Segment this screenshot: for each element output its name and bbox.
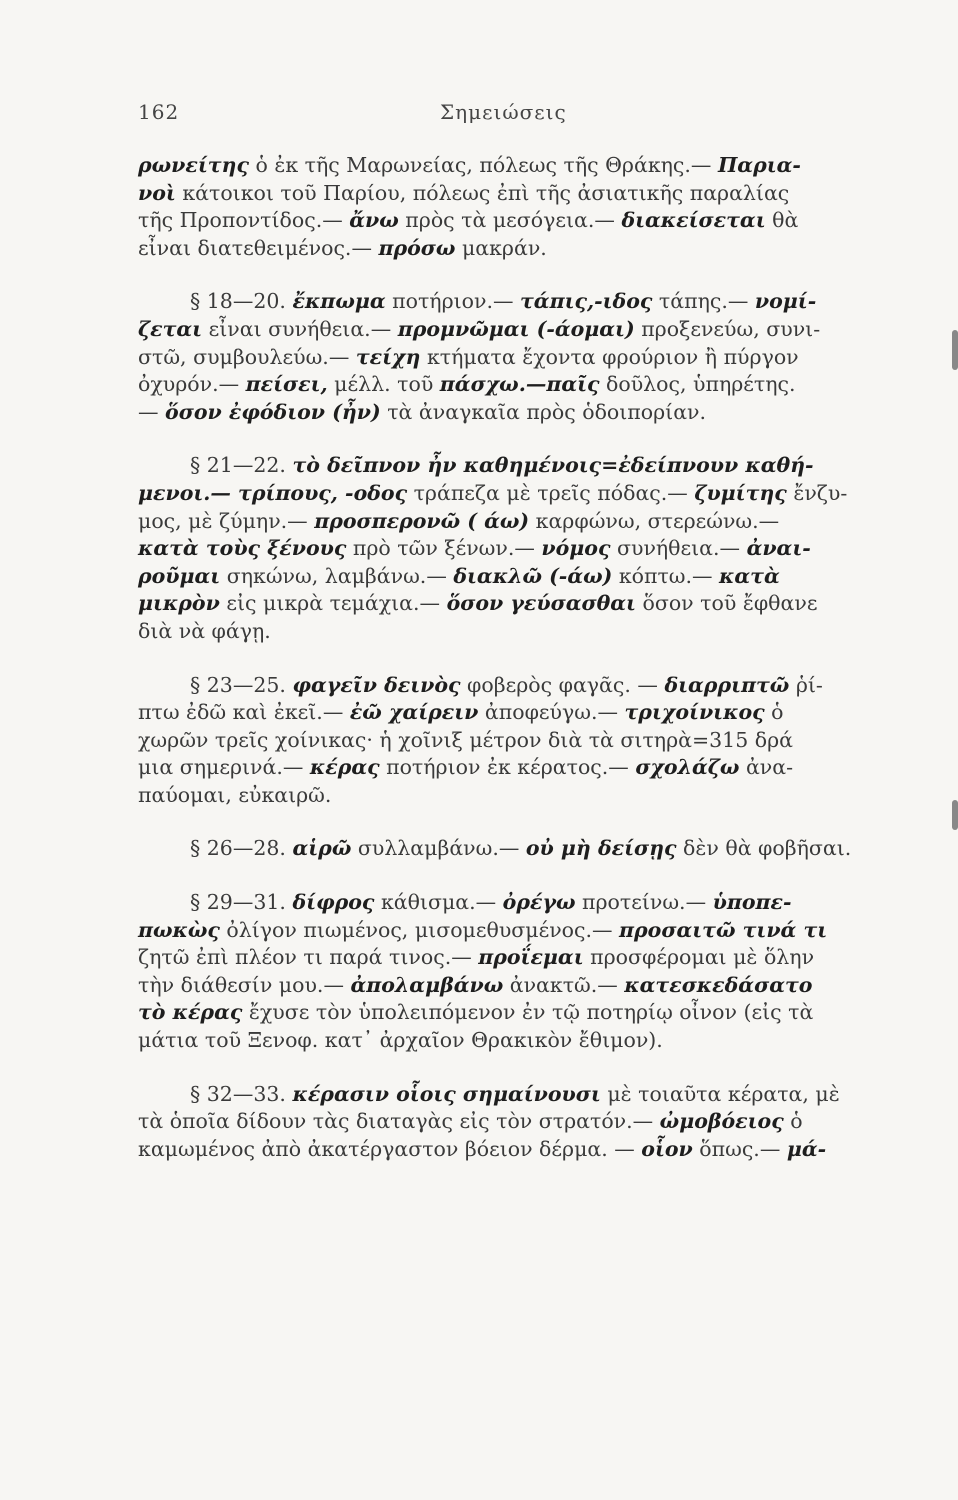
headword: ὅσον ἐφόδιον (ἦν)	[165, 399, 381, 424]
gloss-text: τάπης.—	[652, 289, 755, 314]
note-section	[138, 152, 898, 262]
text-line	[138, 180, 898, 208]
gloss-text: καρφώνω, στερεώνω.—	[529, 508, 780, 533]
gloss-text: συνήθεια.—	[610, 536, 747, 561]
scan-edge-mark	[952, 800, 958, 830]
text-line	[138, 371, 898, 399]
gloss-text: τὴν διάθεσίν μου.—	[138, 972, 351, 997]
gloss-text: κτήματα ἔχοντα φρούριον ἢ πύργον	[420, 344, 799, 369]
running-title: Σημειώσεις	[440, 100, 567, 124]
gloss-text: ὀχυρόν.—	[138, 372, 246, 397]
gloss-text: ποτήριον.—	[385, 289, 521, 314]
gloss-text: ἔχυσε τὸν ὑπολειπόμενον ἐν τῷ ποτηρίῳ οἶνον (εἰς τὰ	[242, 1000, 814, 1025]
note-section	[138, 672, 898, 810]
gloss-text: ὅσον τοῦ ἔφθανε	[635, 591, 818, 616]
headword: ἐῶ χαίρειν	[349, 700, 479, 725]
gloss-text: ποτήριον ἐκ κέρατος.—	[379, 755, 636, 780]
gloss-text: στῶ, συμβουλεύω.—	[138, 344, 356, 369]
gloss-text: ὀλίγον πιωμένος, μισομεθυσμένος.—	[219, 917, 620, 942]
gloss-text: ὅπως.—	[692, 1136, 787, 1161]
text-line	[138, 672, 898, 700]
text-line	[138, 288, 898, 316]
headword: προΐεμαι	[478, 945, 584, 970]
gloss-text: κόπτω.—	[612, 563, 720, 588]
text-line	[138, 316, 898, 344]
note-section	[138, 1081, 898, 1164]
gloss-text: § 21—22.	[190, 453, 293, 478]
text-line	[138, 207, 898, 235]
note-section	[138, 889, 898, 1055]
page-header	[138, 100, 828, 140]
gloss-text: συλλαμβάνω.—	[351, 836, 526, 861]
gloss-text: κάτοικοι τοῦ Παρίου, πόλεως ἐπὶ τῆς ἀσιατικῆς παραλίας	[175, 180, 790, 205]
text-line	[138, 1108, 898, 1136]
text-line	[138, 727, 898, 755]
gloss-text: καμωμένος ἀπὸ ἀκατέργαστον βόειον δέρμα. —	[138, 1136, 642, 1161]
headword: οὐ μὴ δείσῃς	[525, 836, 677, 861]
text-line	[138, 508, 898, 536]
text-line	[138, 344, 898, 372]
headword: οἷον	[641, 1136, 693, 1161]
headword: τὸ δεῖπνον ἦν καθημένοις=ἐδείπνουν καθή-	[292, 453, 814, 478]
gloss-text: § 29—31.	[190, 890, 293, 915]
gloss-text: πρὸς τὰ μεσόγεια.—	[398, 208, 622, 233]
gloss-text: ῥί-	[789, 672, 823, 697]
headword: κατὰ	[719, 563, 780, 588]
text-line	[138, 590, 898, 618]
text-line	[138, 1136, 898, 1164]
gloss-text: μὲ τοιαῦτα κέρατα, μὲ	[600, 1081, 840, 1106]
text-line	[138, 1081, 898, 1109]
headword: νομί-	[754, 289, 817, 314]
headword: σχολάζω	[635, 755, 740, 780]
scan-edge-mark	[952, 330, 958, 370]
headword: τείχη	[355, 344, 421, 369]
text-line	[138, 699, 898, 727]
gloss-text: μακράν.	[455, 235, 547, 260]
headword: ὀρέγω	[502, 890, 576, 915]
headword: ὠμοβόειος	[659, 1109, 784, 1134]
headword: μά-	[786, 1136, 827, 1161]
text-line	[138, 235, 898, 263]
note-section	[138, 452, 898, 645]
gloss-text: προτείνω.—	[575, 890, 713, 915]
gloss-text: προξενεύω, συνι-	[634, 316, 821, 341]
headword: μενοι.— τρίπους, -οδος	[138, 480, 408, 505]
gloss-text: πρὸ τῶν ξένων.—	[346, 536, 542, 561]
gloss-text: φοβερὸς φαγᾶς. —	[460, 672, 665, 697]
headword: προσπερονῶ ( άω)	[314, 508, 530, 533]
notes-body	[138, 152, 898, 1189]
text-line	[138, 399, 898, 427]
headword: κέρας	[309, 755, 380, 780]
gloss-text: παύομαι, εὐκαιρῶ.	[138, 782, 332, 807]
gloss-text: μέλλ. τοῦ	[327, 372, 440, 397]
headword: μικρὸν	[138, 591, 220, 616]
gloss-text: ὁ	[783, 1109, 803, 1134]
headword: τριχοίνικος	[624, 700, 765, 725]
headword: ἔκπωμα	[292, 289, 386, 314]
headword: φαγεῖν δεινὸς	[292, 672, 461, 697]
headword: ἀπολαμβάνω	[350, 972, 504, 997]
headword: ἄνω	[349, 208, 399, 233]
gloss-text: μάτια τοῦ Ξενοφ. κατ᾽ ἀρχαῖον Θρακικὸν ἔθιμον).	[138, 1028, 663, 1053]
gloss-text: μια σημερινά.—	[138, 755, 310, 780]
gloss-text: προσφέρομαι μὲ ὅλην	[583, 945, 815, 970]
text-line	[138, 480, 898, 508]
gloss-text: μος, μὲ ζύμην.—	[138, 508, 315, 533]
gloss-text: χωρῶν τρεῖς χοίνικας· ἡ χοῖνιξ μέτρον διὰ τὰ σιτηρὰ=315 δρά	[138, 727, 794, 752]
headword: κατεσκεδάσατο	[624, 972, 813, 997]
headword: προμνῶμαι (-άομαι)	[397, 316, 635, 341]
text-line	[138, 535, 898, 563]
headword: προσαιτῶ τινά τι	[619, 917, 828, 942]
gloss-text: διὰ νὰ φάγῃ.	[138, 618, 271, 643]
text-line	[138, 889, 898, 917]
text-line	[138, 618, 898, 646]
page-number: 162	[138, 100, 180, 124]
gloss-text: ὁ ἐκ τῆς Μαρωνείας, πόλεως τῆς Θράκης.—	[248, 153, 718, 177]
text-line	[138, 917, 898, 945]
gloss-text: τῆς Προποντίδος.—	[138, 208, 350, 233]
headword: τάπις,-ιδος	[520, 289, 653, 314]
gloss-text: § 18—20.	[190, 289, 293, 314]
gloss-text: τὰ ἀναγκαῖα πρὸς ὁδοιπορίαν.	[380, 399, 707, 424]
note-section	[138, 835, 898, 863]
gloss-text: θὰ	[765, 208, 799, 233]
text-line	[138, 944, 898, 972]
gloss-text: § 23—25.	[190, 672, 293, 697]
gloss-text: πτω ἐδῶ καὶ ἐκεῖ.—	[138, 700, 350, 725]
gloss-text: —	[138, 399, 166, 424]
gloss-text: ἀνα-	[739, 755, 794, 780]
gloss-text: ζητῶ ἐπὶ πλέον τι παρά τινος.—	[138, 945, 479, 970]
text-line	[138, 754, 898, 782]
headword: κατὰ τοὺς ξένους	[138, 536, 347, 561]
note-section	[138, 288, 898, 426]
text-line	[138, 152, 898, 180]
gloss-text: σηκώνω, λαμβάνω.—	[220, 563, 454, 588]
headword: διακλῶ (-άω)	[453, 563, 613, 588]
headword: ζυμίτης	[694, 480, 787, 505]
headword: ροῦμαι	[138, 563, 221, 588]
gloss-text: εἶναι διατεθειμένος.—	[138, 235, 379, 260]
gloss-text: τράπεζα μὲ τρεῖς πόδας.—	[407, 480, 695, 505]
text-line	[138, 835, 898, 863]
gloss-text: ἀνακτῶ.—	[503, 972, 625, 997]
headword: νοὶ	[138, 180, 176, 205]
headword: πρόσω	[378, 235, 456, 260]
headword: κέρασιν οἷοις σημαίνουσι	[292, 1081, 601, 1106]
headword: πείσει,	[245, 372, 328, 397]
headword: Παρια-	[717, 153, 801, 177]
gloss-text: εἶναι συνήθεια.—	[202, 316, 398, 341]
gloss-text: ὁ	[764, 700, 784, 725]
gloss-text: § 26—28.	[190, 836, 293, 861]
text-line	[138, 972, 898, 1000]
headword: ρωνείτης	[138, 153, 249, 177]
headword: διαρριπτῶ	[664, 672, 790, 697]
text-line	[138, 1027, 898, 1055]
gloss-text: ἔνζυ-	[786, 480, 848, 505]
text-line	[138, 999, 898, 1027]
text-line	[138, 563, 898, 591]
text-line	[138, 782, 898, 810]
headword: πάσχω.—παῖς	[439, 372, 600, 397]
gloss-text: § 32—33.	[190, 1081, 293, 1106]
headword: ζεται	[138, 316, 203, 341]
gloss-text: τὰ ὁποῖα δίδουν τὰς διαταγὰς εἰς τὸν στρατόν.—	[138, 1109, 660, 1134]
headword: αἱρῶ	[292, 836, 352, 861]
headword: διακείσεται	[621, 208, 766, 233]
gloss-text: ἀποφεύγω.—	[478, 700, 625, 725]
gloss-text: δοῦλος, ὑπηρέτης.	[599, 372, 796, 397]
headword: πωκὼς	[138, 917, 220, 942]
headword: νόμος	[541, 536, 611, 561]
headword: ὑποπε-	[712, 890, 792, 915]
headword: ἀναι-	[746, 536, 811, 561]
gloss-text: εἰς μικρὰ τεμάχια.—	[219, 591, 447, 616]
headword: τὸ κέρας	[138, 1000, 243, 1025]
headword: ὅσον γεύσασθαι	[446, 591, 636, 616]
text-line	[138, 452, 898, 480]
headword: δίφρος	[292, 890, 375, 915]
gloss-text: κάθισμα.—	[374, 890, 503, 915]
gloss-text: δὲν θὰ φοβῆσαι.	[676, 836, 852, 861]
